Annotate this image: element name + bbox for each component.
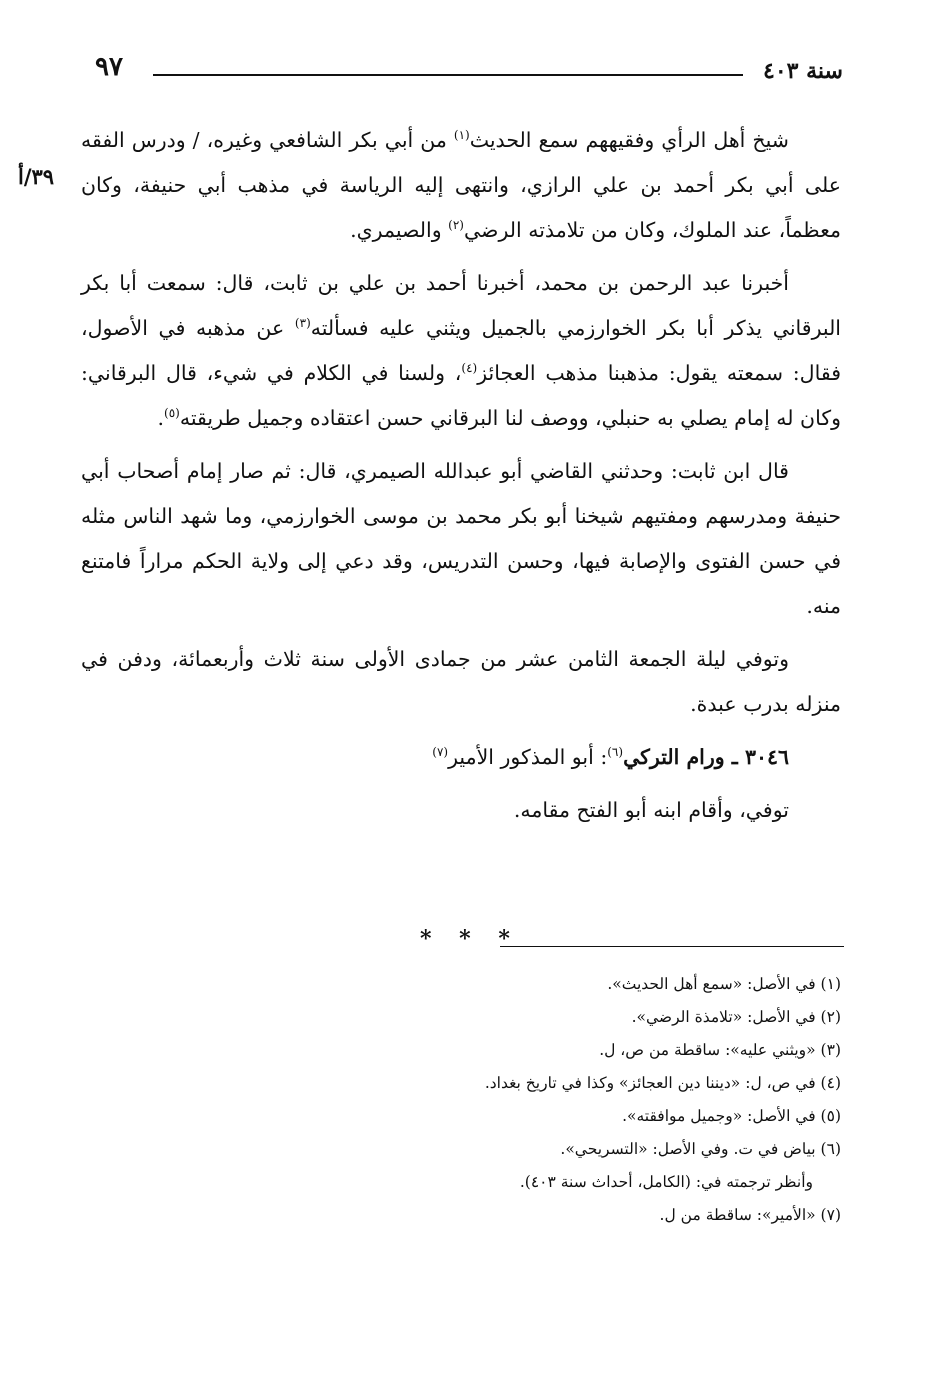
- paragraph-2-text-a: أخبرنا عبد الرحمن بن محمد، أخبرنا أحمد بن علي بن ثابت، قال: سمعت أبا بكر البرقاني يذكر أبا بكر الخوارزمي بالجميل ويثني عليه فسألته: [81, 271, 842, 340]
- running-head-year: سنة ٤٠٣: [763, 58, 843, 84]
- asterisks-ornament: * * *: [420, 926, 520, 952]
- page-number: ٩٧: [95, 52, 123, 82]
- main-text: [81, 118, 841, 833]
- footnote-3: (٣) «ويثني عليه»: ساقطة من ص، ل.: [599, 1041, 841, 1059]
- manuscript-folio-note: ٣٩/أ: [18, 164, 55, 189]
- paragraph-1-text-c: والصيمري.: [350, 218, 449, 242]
- footnote-ref-7: (٧): [432, 745, 449, 760]
- entry-dash: ـ: [724, 745, 745, 769]
- footnote-rule: [500, 946, 844, 947]
- footnote-5: (٥) في الأصل: «وجميل موافقته».: [622, 1107, 841, 1125]
- footnote-6-continuation: وأنظر ترجمته في: (الكامل، أحداث سنة ٤٠٣).: [519, 1173, 813, 1191]
- entry-number: ٣٠٤٦: [744, 745, 789, 769]
- paragraph-2-text-c: ، ولسنا في الكلام في شيء، قال البرقاني: وكان له إمام يصلي به حنبلي، ووصف لنا البرقاني حسن اعتقاده وجميل طريقته: [81, 361, 841, 430]
- page-header: [95, 52, 843, 92]
- footnote-4: (٤) في ص، ل: «ديننا دين العجائز» وكذا في تاريخ بغداد.: [484, 1074, 841, 1092]
- entry-name: ورام التركي: [623, 745, 725, 769]
- footnote-ref-6: (٦): [607, 745, 624, 760]
- paragraph-1: [81, 118, 841, 253]
- paragraph-2: [81, 261, 841, 441]
- entry-description: : أبو المذكور الأمير: [448, 745, 608, 769]
- biography-entry-body: توفي، وأقام ابنه أبو الفتح مقامه.: [513, 798, 789, 822]
- footnote-ref-3: (٣): [294, 316, 311, 331]
- paragraph-1-text-a: شيخ أهل الرأي وفقيههم سمع الحديث: [469, 128, 789, 152]
- paragraph-2-text-d: .: [157, 406, 165, 430]
- paragraph-1-text-b: من أبي بكر الشافعي وغيره، / ودرس الفقه على أبي بكر أحمد بن علي الرازي، وانتهى إليه الرياسة في مذهب أبي حنيفة، وكان معظماً، عند الملوك، وكان من تلامذته الرضي: [81, 128, 841, 242]
- footnote-2: (٢) في الأصل: «تلامذة الرضي».: [631, 1008, 841, 1026]
- paragraph-2-text-b: عن مذهبه في الأصول، فقال: سمعته يقول: مذهبنا مذهب العجائز: [81, 316, 841, 385]
- biography-entry-heading: [81, 735, 841, 780]
- paragraph-3: قال ابن ثابت: وحدثني القاضي أبو عبدالله الصيمري، قال: ثم صار إمام أصحاب أبي حنيفة ومدرسهم ومفتيهم شيخنا أبو بكر محمد بن موسى الخوارزمي، وما شهد الناس مثله في حسن الفتوى والإصابة فيها، وحسن التدريس، وقد دعي إلى ولاية الحكم مراراً فامتنع منه.: [81, 459, 841, 618]
- section-divider: [420, 926, 844, 956]
- footnote-ref-1: (١): [453, 128, 470, 143]
- footnote-6: (٦) بياض في ت. وفي الأصل: «التسريحي».: [560, 1140, 841, 1158]
- footnote-ref-4: (٤): [461, 361, 478, 376]
- footnote-7: (٧) «الأمير»: ساقطة من ل.: [659, 1206, 841, 1224]
- footnote-ref-2: (٢): [448, 218, 464, 233]
- footnotes: [321, 968, 841, 1232]
- footnote-ref-5: (٥): [164, 406, 180, 421]
- paragraph-4: وتوفي ليلة الجمعة الثامن عشر من جمادى الأولى سنة ثلاث وأربعمائة، ودفن في منزله بدرب عبدة.: [81, 647, 841, 716]
- header-rule: [153, 74, 743, 76]
- footnote-1: (١) في الأصل: «سمع أهل الحديث».: [607, 975, 841, 993]
